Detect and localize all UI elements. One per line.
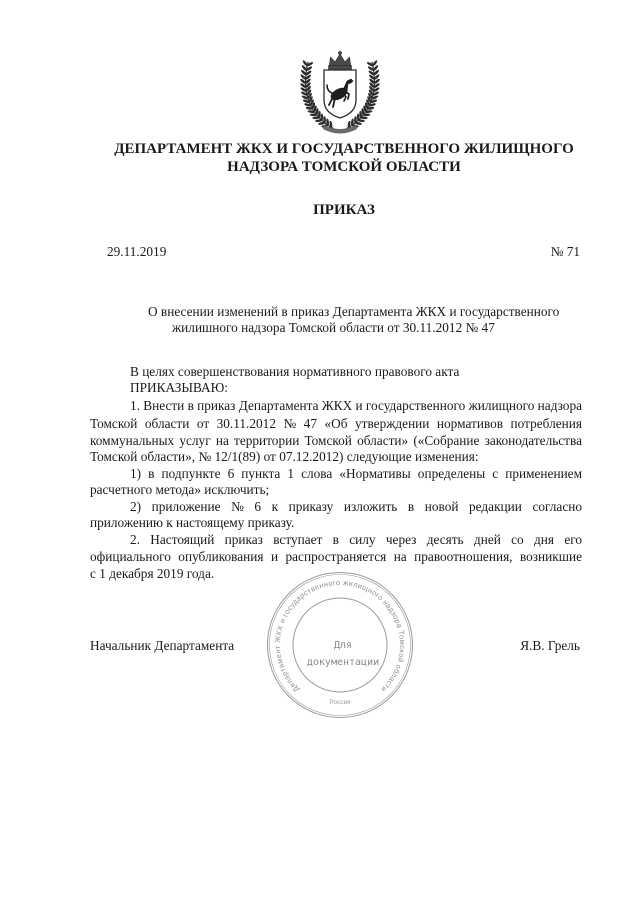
body-line xyxy=(90,481,582,498)
document-type: ПРИКАЗ xyxy=(313,202,375,218)
document-date: 29.11.2019 xyxy=(107,244,167,259)
wreath-leaf xyxy=(321,114,324,121)
body-line xyxy=(130,498,582,515)
body-line xyxy=(90,448,582,465)
body-line xyxy=(90,514,582,531)
body-line-text: 2) приложение № 6 к приказу изложить в новой редакции согласно xyxy=(130,499,582,514)
body-line-text: В целях совершенствования нормативного правового акта xyxy=(130,364,460,379)
body-line xyxy=(90,548,582,565)
body-line xyxy=(130,531,582,548)
stamp-bottom-text: Россия xyxy=(329,699,351,706)
stamp-ring-text xyxy=(273,578,407,694)
body-line-text: 1. Внести в приказ Департамента ЖКХ и государственного жилищного надзора xyxy=(130,398,582,413)
body-line-text: коммунальных услуг на территории Томской области» («Собрание законодательства xyxy=(90,433,582,448)
crown-icon xyxy=(329,51,352,69)
body-line-text: с 1 декабря 2019 года. xyxy=(90,566,215,581)
body-line-text: приложению к настоящему приказу. xyxy=(90,515,295,530)
body-line-text: ПРИКАЗЫВАЮ: xyxy=(130,380,228,395)
subject-line-text: жилишного надзора Томской области от 30.11.2012 № 47 xyxy=(172,320,495,335)
stamp-ring-text-path: Департамент ЖКХ и государственного жилищного надзора Томской области xyxy=(272,578,408,695)
stamp-center-text-2: документации xyxy=(306,657,380,668)
body-line xyxy=(130,363,582,380)
ribbon xyxy=(323,125,357,134)
body-line xyxy=(130,465,582,482)
body-line-text: Томской области», № 12/1(89) от 07.12.2012) следующие изменения: xyxy=(90,449,479,464)
tomsk-oblast-coat-of-arms-icon xyxy=(296,50,384,134)
body-line xyxy=(130,379,582,396)
official-stamp xyxy=(266,571,414,719)
org-name-line-2: НАДЗОРА ТОМСКОЙ ОБЛАСТИ xyxy=(227,159,461,175)
document-number: № 71 xyxy=(550,244,580,259)
org-name-line-1: ДЕПАРТАМЕНТ ЖКХ И ГОСУДАРСТВЕННОГО ЖИЛИЩНОГО xyxy=(114,141,574,157)
subject-line xyxy=(172,319,582,336)
signatory-name: Я.В. Грель xyxy=(520,638,580,653)
body-line xyxy=(130,397,582,414)
body-line xyxy=(90,432,582,449)
body-line-text: Томской области от 30.11.2012 № 47 «Об утверждении нормативов потребления xyxy=(90,416,582,431)
body-line-text: 1) в подпункте 6 пункта 1 слова «Нормативы определены с применением xyxy=(130,466,582,481)
signatory-position: Начальник Департамента xyxy=(90,638,235,653)
subject-line xyxy=(148,303,582,320)
body-line-text: расчетного метода» исключить; xyxy=(90,482,270,497)
body-line-text: 2. Настоящий приказ вступает в силу через десять дней со дня его xyxy=(130,532,582,547)
body-line xyxy=(90,415,582,432)
subject-line-text: О внесении изменений в приказ Департамента ЖКХ и государственного xyxy=(148,304,560,319)
stamp-center-text-1: Для xyxy=(333,640,353,651)
body-line-text: официального опубликования и распространяется на правоотношения, возникшие xyxy=(90,549,582,564)
